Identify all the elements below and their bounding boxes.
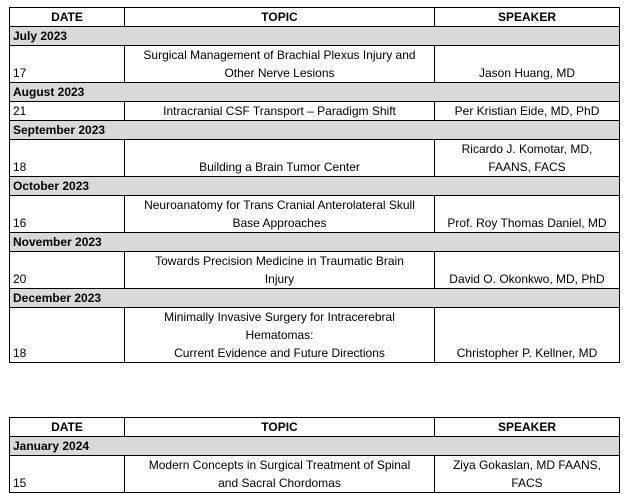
header-date: DATE xyxy=(10,418,125,437)
date-cell: 16 xyxy=(10,196,125,233)
speaker-cell: David O. Okonkwo, MD, PhD xyxy=(435,252,620,289)
date-cell: 21 xyxy=(10,102,125,121)
speaker-cell: Ricardo J. Komotar, MD, FAANS, FACS xyxy=(435,140,620,177)
date-cell: 20 xyxy=(10,252,125,289)
month-label: September 2023 xyxy=(10,121,620,140)
month-label: October 2023 xyxy=(10,177,620,196)
table-row xyxy=(10,102,620,121)
header-row xyxy=(10,8,620,27)
date-cell: 17 xyxy=(10,46,125,83)
table-row xyxy=(10,456,620,493)
schedule-table-2024 xyxy=(9,417,620,493)
header-speaker: SPEAKER xyxy=(435,418,620,437)
month-label: November 2023 xyxy=(10,233,620,252)
month-row xyxy=(10,289,620,308)
topic-cell: Surgical Management of Brachial Plexus Injury and Other Nerve Lesions xyxy=(125,46,435,83)
schedule-table-2023 xyxy=(9,7,620,363)
topic-cell: Neuroanatomy for Trans Cranial Anterolateral Skull Base Approaches xyxy=(125,196,435,233)
header-row xyxy=(10,418,620,437)
topic-cell: Intracranial CSF Transport – Paradigm Shift xyxy=(125,102,435,121)
table-row xyxy=(10,308,620,363)
date-cell: 18 xyxy=(10,140,125,177)
table-row xyxy=(10,196,620,233)
month-label: December 2023 xyxy=(10,289,620,308)
speaker-cell: Christopher P. Kellner, MD xyxy=(435,308,620,363)
month-row xyxy=(10,121,620,140)
speaker-cell: Ziya Gokaslan, MD FAANS, FACS xyxy=(435,456,620,493)
header-topic: TOPIC xyxy=(125,8,435,27)
date-cell: 15 xyxy=(10,456,125,493)
topic-cell: Modern Concepts in Surgical Treatment of Spinal and Sacral Chordomas xyxy=(125,456,435,493)
month-label: August 2023 xyxy=(10,83,620,102)
month-row xyxy=(10,177,620,196)
month-row xyxy=(10,437,620,456)
month-row xyxy=(10,27,620,46)
topic-cell: Building a Brain Tumor Center xyxy=(125,140,435,177)
month-row xyxy=(10,233,620,252)
month-label: January 2024 xyxy=(10,437,620,456)
speaker-cell: Per Kristian Eide, MD, PhD xyxy=(435,102,620,121)
month-row xyxy=(10,83,620,102)
table-row xyxy=(10,140,620,177)
speaker-cell: Prof. Roy Thomas Daniel, MD xyxy=(435,196,620,233)
header-date: DATE xyxy=(10,8,125,27)
header-topic: TOPIC xyxy=(125,418,435,437)
header-speaker: SPEAKER xyxy=(435,8,620,27)
speaker-cell: Jason Huang, MD xyxy=(435,46,620,83)
topic-cell: Minimally Invasive Surgery for Intracerebral Hematomas: Current Evidence and Future Directions xyxy=(125,308,435,363)
month-label: July 2023 xyxy=(10,27,620,46)
table-row xyxy=(10,252,620,289)
table-row xyxy=(10,46,620,83)
date-cell: 18 xyxy=(10,308,125,363)
topic-cell: Towards Precision Medicine in Traumatic Brain Injury xyxy=(125,252,435,289)
